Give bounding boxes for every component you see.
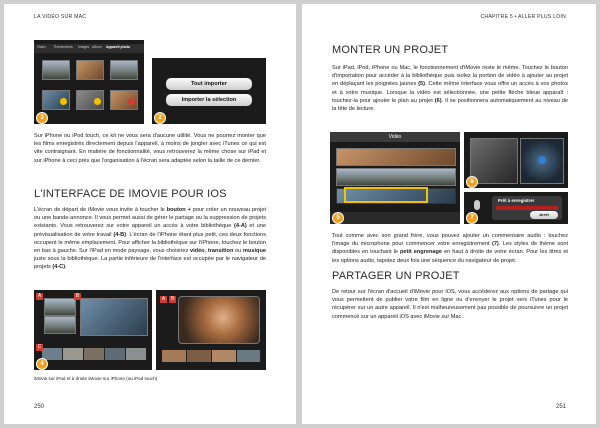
library-toolbar: [330, 212, 460, 224]
figure-number-badge: 4: [36, 358, 48, 370]
library-thumb: [42, 60, 70, 80]
figure-voiceover: [464, 192, 568, 224]
filmstrip-frame: [212, 350, 237, 362]
figure-number-badge: 3: [36, 112, 48, 124]
figure-import-dialog: [152, 58, 266, 124]
label-marker: A: [161, 296, 166, 302]
import-selection-button[interactable]: Importer la sélection: [166, 94, 252, 106]
record-status-label: Prêt à enregistrer: [498, 198, 535, 203]
label-marker: C: [37, 344, 42, 350]
preview-pane: [470, 138, 518, 184]
library-thumb: [44, 298, 76, 316]
library-thumb: [336, 148, 456, 166]
library-tab-images: Images: [78, 45, 90, 49]
figure-add-clip: [464, 132, 568, 188]
preview-pane: [80, 298, 148, 336]
figure-number-badge: 6: [466, 176, 478, 188]
microphone-icon[interactable]: [474, 200, 480, 210]
library-title: Vidéo: [388, 134, 402, 140]
figure-iphone-interface: [156, 290, 266, 370]
library-tab-events: Événements: [54, 45, 73, 49]
figure-number-badge: 5: [332, 212, 344, 224]
label-marker: A: [37, 293, 42, 299]
page-number: 250: [34, 404, 45, 410]
selection-check-icon: [60, 98, 67, 105]
figure-import-library: [34, 40, 144, 124]
record-status-bar: [496, 206, 558, 210]
label-marker: B: [75, 293, 80, 299]
left-page: [4, 4, 296, 424]
preview-pane: [178, 296, 260, 344]
library-tab-album: Album: [92, 45, 102, 49]
project-filmstrip: [162, 350, 260, 362]
section-heading: PARTAGER UN PROJET: [332, 270, 460, 282]
library-thumb: [76, 60, 104, 80]
library-tab-camera: Appareil photo: [106, 45, 130, 49]
filmstrip-frame: [237, 350, 261, 362]
add-arrow-icon[interactable]: [538, 156, 546, 164]
library-thumb: [44, 316, 76, 334]
library-tab-video: Vidéo: [37, 45, 46, 49]
import-all-button[interactable]: Tout importer: [166, 78, 252, 90]
section-heading: L'INTERFACE DE IMOVIE POUR IOS: [34, 188, 227, 200]
edit-project-paragraph: Sur iPad, iPod, iPhone ou Mac, le fonctionnement d'iMovie reste le même. Touchez le bouton d'importation pour accéder à la bibliothèque puis isolez la portion de vidéo à ajouter au projet en déplaçant les poignées jaunes (5). Cette même interface vous offre un accès à vos photos et à votre musique. Lorsque la vidéo est sélectionnée, une petite flèche bleue apparaît : touchez-la pour ajouter le plan au projet (6). Il se positionnera automatiquement au niveau de la tête de lecture.: [332, 65, 568, 113]
selection-check-icon: [128, 98, 135, 105]
project-filmstrip: [42, 348, 146, 360]
figure-number-badge: 2: [154, 112, 166, 124]
page-number: 251: [555, 404, 566, 410]
filmstrip-frame: [63, 348, 84, 360]
intro-paragraph: Sur iPhone ou iPod touch, ce kit ne vous sera d'aucune utilité. Vous ne pourrez monter que les films enregistrés directement depuis l'appareil, à moins de jongler avec iTunes ce qui est vite contraignant. En matière de fonctionnalité, vous retrouverez la même chose sur iPad et sur iPhone à ceci près que l'organisation à l'écran sera adaptée selon la taille de ce dernier.: [34, 133, 266, 164]
right-page: [302, 4, 596, 424]
interface-paragraph: L'écran de départ de iMovie vous invite à toucher le bouton + pour créer un nouveau projet ou une bande-annonce. Il vous permet aussi de gérer le partage ou la suppression de projets existants. Vous retrouverez sur votre appareil un accès à votre bibliothèque (4-A) et une prévisualisation de votre travail (4-B). L'écran de l'iPhone étant plus petit, ces deux fonctions occupent le même emplacement. Pour afficher la bibliothèque sur l'iPhone, touchez le bouton en bas à gauche. Sur l'iPad en mode paysage, vous choisirez vidéo, transition ou musique juste sous la bibliothèque. La partie inférieure de l'interface est occupée par le navigateur de projets (4-C).: [34, 207, 266, 271]
library-thumb: [336, 168, 456, 186]
filmstrip-frame: [84, 348, 105, 360]
selection-handles: [344, 187, 428, 203]
filmstrip-frame: [126, 348, 147, 360]
voiceover-paragraph: Tout comme avec son grand frère, vous pouvez ajouter un commentaire audio : touchez l'image du microphone pour commencer votre enregistrement (7). Les styles de thème sont disponibles en touchant le petit engrenage en haut à droite de votre écran. Pour les titres et les options audio, tapotez deux fois une séquence du navigateur de projet.: [332, 233, 568, 264]
stop-button[interactable]: Arrêt: [530, 211, 558, 219]
section-heading: MONTER UN PROJET: [332, 44, 449, 56]
share-paragraph: De retour sur l'écran d'accueil d'iMovie pour iOS, vous accéderez aux options de partage qui vous permettent de publier votre film en ligne ou d'envoyer le projet vers iTunes pour le récupérer sur un autre appareil. Il n'est malheureusement pas possible de poursuivre un projet commencé sur un appareil iOS avec iMovie sur Mac.: [332, 289, 568, 320]
label-marker: B: [170, 296, 175, 302]
figure-number-badge: 7: [466, 212, 478, 224]
filmstrip-frame: [105, 348, 126, 360]
filmstrip-frame: [162, 350, 187, 362]
figure-ipad-interface: [34, 290, 152, 370]
selection-check-icon: [94, 98, 101, 105]
figure-caption: iMovie sur iPad et à droite iMovie sur iPhone (ou iPod touch): [34, 376, 158, 381]
figure-video-library: [330, 132, 460, 224]
running-header: LA VIDÉO SUR MAC: [34, 14, 87, 20]
library-thumb: [110, 60, 138, 80]
filmstrip-frame: [187, 350, 212, 362]
library-tab-bar: [34, 44, 144, 53]
running-header: CHAPITRE 5 • ALLER PLUS LOIN: [480, 14, 566, 20]
